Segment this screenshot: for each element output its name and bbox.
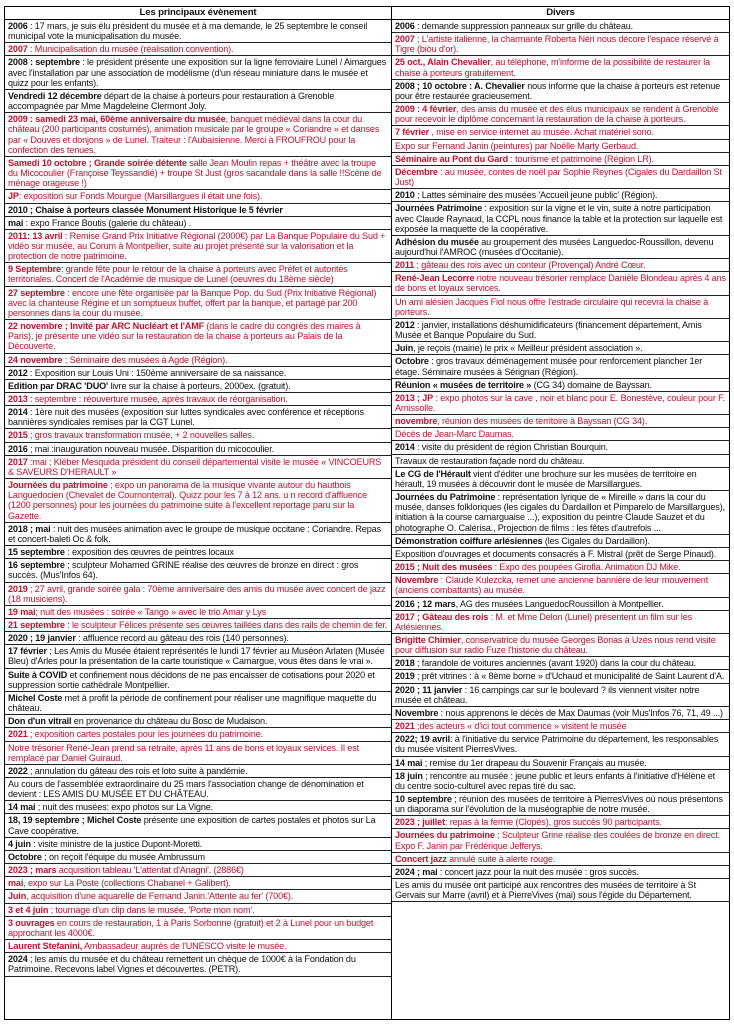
timeline-entry bbox=[5, 645, 391, 668]
timeline-entry bbox=[392, 236, 729, 259]
entry-text: : 16 campings car sur le boulevard ? ils viennent visiter notre musée et château. bbox=[395, 684, 700, 705]
timeline-entry bbox=[5, 838, 391, 851]
entry-text: : grande fête pour le retour de la chaise à porteurs avec Préfet et autorités territoriales. Concert de l'Académie de musique de Lunel (oeuvres du 18ème siècle) bbox=[8, 264, 348, 285]
timeline-entry bbox=[5, 559, 391, 582]
timeline-entry bbox=[392, 770, 729, 793]
entry-date: 14 mai bbox=[8, 802, 36, 813]
entry-date: Laurent Stefanini, bbox=[8, 941, 83, 952]
entry-date: 2020 ; 19 janvier bbox=[8, 633, 76, 644]
entry-text: : encore une fête organisée par la Banque Pop. du Sud (Prix Initiative Régional) avec la chanteuse Régine et un somptueux buffet, offert par la banque, et partagé par 200 personnes dans la cour du musée. bbox=[8, 287, 377, 318]
entry-date: 15 septembre bbox=[8, 547, 65, 558]
entry-text: ; Sculpteur Grine réalise des coulées de bronze en direct. Expo F. Janin par Frédérique Jefferys. bbox=[395, 830, 720, 851]
timeline-entry bbox=[392, 611, 729, 634]
entry-text: : 1ère nuit des musées (exposition sur luttes syndicales avec conférence et réceptions bannières syndicales remises par la CGT Lunel. bbox=[8, 407, 364, 428]
timeline-entry bbox=[392, 657, 729, 670]
document-page bbox=[4, 6, 730, 1020]
entry-text: ; L'artiste italienne, la charmante Roberta Néri nous décore l'espace réservé à Tigre (biòu d'or). bbox=[395, 34, 719, 55]
entry-date: 19 mai bbox=[8, 606, 36, 617]
entry-text: : Municipalisation du musée (réalisation convention). bbox=[27, 44, 234, 55]
entry-text: ; gâteau des rois avec un conteur (Provençal) André Cœur. bbox=[414, 260, 646, 271]
entry-date: 2006 bbox=[395, 21, 415, 31]
entry-text: ; tournage d'un clip dans le musée, 'Porte mon nom'. bbox=[48, 904, 255, 915]
entry-date: 2023 ; mars bbox=[8, 865, 57, 876]
timeline-entry bbox=[5, 692, 391, 715]
entry-text: : Expo des poupées Girofla. Animation DJ Mike. bbox=[492, 562, 681, 573]
timeline-entry bbox=[392, 259, 729, 272]
entry-date: Michel Coste bbox=[8, 692, 63, 703]
timeline-entry bbox=[5, 778, 391, 801]
timeline-entry bbox=[392, 342, 729, 355]
entry-date: 2015 ; Nuit des musées bbox=[395, 562, 493, 573]
timeline-entry bbox=[5, 393, 391, 406]
entry-text: : affluence record au gâteau des rois (140 personnes). bbox=[75, 633, 289, 644]
timeline-entry bbox=[392, 574, 729, 597]
timeline-entry bbox=[392, 816, 729, 829]
entry-date: 2012 bbox=[8, 367, 28, 378]
entry-text: : le sculpteur Félices présente ses œuvres taillées dans des rails de chemin de fer. bbox=[64, 619, 388, 630]
timeline-entry bbox=[5, 669, 391, 692]
timeline-entry bbox=[5, 728, 391, 741]
entry-date: 17 février bbox=[8, 646, 47, 657]
timeline-entry bbox=[392, 684, 729, 707]
timeline-entry bbox=[392, 379, 729, 392]
timeline-entry bbox=[392, 853, 729, 866]
entry-date: 2022; 19 avril bbox=[395, 734, 451, 745]
entry-date: Journées du patrimoine bbox=[395, 830, 495, 841]
timeline-entry bbox=[5, 380, 391, 393]
entry-text: , au téléphone, m'informe de la possibilité de restaurer la chaise à porteurs gratuitement. bbox=[395, 57, 710, 78]
entry-text: salle Jean Moulin repas + théâtre avec la troupe du Micocoulier (Françoise Teyssandié) + troupe St Just (gros sacandale dans la salle !!Scène de ménage orageuse !) bbox=[8, 157, 382, 189]
entry-date: Novembre bbox=[395, 707, 439, 718]
entry-date: Edition par DRAC 'DUO' bbox=[8, 380, 109, 391]
entry-date: 2010 ; Chaise à porteurs classée Monument Historique le 5 février bbox=[8, 204, 283, 215]
entry-text: : expo photos sur la cave , noir et blanc pour E. Bonestève, couleur pour F. Arnissolle. bbox=[395, 392, 725, 413]
entry-text: Expo sur Fernand Janin (peintures) par Noëlle Marty Gerbaud. bbox=[395, 140, 639, 151]
timeline-entry bbox=[5, 953, 391, 976]
timeline-entry bbox=[392, 296, 729, 319]
entry-text: présente une exposition de cartes postales et photos sur La Cave coopérative. bbox=[8, 815, 376, 836]
entry-date: 2007 bbox=[8, 44, 28, 55]
timeline-entry bbox=[5, 940, 391, 953]
entry-text: Exposition d'ouvrages et documents consacrés à F. Mistral (prêt de Serge Pinaud). bbox=[395, 548, 717, 559]
timeline-entry bbox=[5, 157, 391, 190]
timeline-entry bbox=[5, 190, 391, 203]
entry-text: ; mai :inauguration nouveau musée. Disparition du micocoulier. bbox=[27, 443, 274, 454]
entry-date: 2008 : septembre bbox=[8, 57, 80, 68]
timeline-entry bbox=[392, 634, 729, 657]
timeline-entry bbox=[392, 153, 729, 166]
entry-date: Journées du Patrimoine bbox=[395, 492, 496, 503]
entry-text: acquisition tableau 'L'attentat d'Anagni'. (2886€) bbox=[56, 865, 244, 876]
entry-text: ; nuit des musées : soirée « Tango » avec le trio Amar y Lys bbox=[35, 606, 267, 617]
entry-date: Juin bbox=[395, 343, 414, 354]
entry-text: : Remise Grand Prix Initiative Régional (2000€) par La Banque Populaire du Sud + vidéo sur musée, au Corum à Montpellier, suite au projet présenté sur la valorisation et la protection de notre patrimoine. bbox=[8, 230, 386, 262]
entry-text: : à l'initiative du service Patrimoine du département, les responsables du musée visitent PierresVives. bbox=[395, 734, 719, 755]
entry-text: : visite du président de région Christian Bourquin. bbox=[414, 442, 609, 453]
entry-date: 25 oct., Alain Chevalier bbox=[395, 57, 491, 68]
entry-date: Décembre bbox=[395, 166, 438, 177]
entry-text: : le président présente une exposition sur la ligne ferroviaire Lunel / Aimargues avec l'installation par une association de modélisme (d'un réseau miniature dans le musée et quizz pour les enfants). bbox=[8, 57, 387, 88]
entry-text: ; les amis du musée et du château remettent un chèque de 1000€ à la Fondation du Patrimoine. Recevons label Vignes et découvertes. (PETR). bbox=[8, 954, 356, 975]
timeline-entry bbox=[5, 406, 391, 429]
entry-date: Octobre bbox=[395, 356, 429, 367]
entry-date: 2017 ; Gâteau des rois bbox=[395, 611, 489, 622]
timeline-entry bbox=[392, 80, 729, 103]
timeline-entry bbox=[5, 113, 391, 157]
timeline-entry bbox=[392, 441, 729, 454]
timeline-entry bbox=[5, 742, 391, 765]
timeline-entry bbox=[392, 535, 729, 548]
entry-date: 2014 bbox=[8, 407, 28, 418]
timeline-entry bbox=[5, 877, 391, 890]
entry-date: Réunion « musées de territoire » bbox=[395, 379, 532, 390]
entry-date: Concert jazz bbox=[395, 853, 447, 864]
entry-date: 2020 ; 11 janvier bbox=[395, 684, 463, 695]
timeline-entry bbox=[392, 272, 729, 295]
entry-text: ; gros travaux transformation musée, + 2 nouvelles salles. bbox=[27, 430, 255, 441]
entry-text: ; remise du 1er drapeau du Souvenir Français au musée. bbox=[422, 757, 647, 768]
timeline-entry bbox=[5, 20, 391, 43]
timeline-entry bbox=[5, 263, 391, 286]
entry-text: départ de la chaise à porteurs pour restauration à Grenoble accompagnée par Mme Magdeleine Clermont Joly. bbox=[8, 90, 335, 112]
entry-text: : 17 mars, je suis élu président du musée et à ma demande, le 25 septembre le conseil municipal vote la municipalisation du musée. bbox=[8, 21, 368, 42]
timeline-entry bbox=[392, 468, 729, 491]
entry-text: et confinement nous décidons de ne pas encaisser de cotisations pour 2020 et suppression sortie cathédrale Montpellier. bbox=[8, 669, 375, 690]
entry-date: 27 septembre bbox=[8, 287, 65, 298]
entry-date: 2019 bbox=[8, 583, 28, 594]
entry-date: 2024 bbox=[8, 954, 28, 965]
entry-text: : septembre : réouverture musée, après travaux de réorganisation. bbox=[27, 394, 288, 404]
entry-date: Journées Patrimoine bbox=[395, 203, 483, 214]
timeline-entry bbox=[5, 890, 391, 903]
entry-text: (les Cigales du Dardaillon). bbox=[542, 535, 650, 546]
entry-date: 2012 bbox=[395, 319, 415, 330]
entry-text: , je reçois (mairie) le prix « Meilleur président association ». bbox=[413, 343, 643, 354]
entry-date: 2013 ; JP bbox=[395, 392, 434, 403]
entry-text: ; farandole de voitures anciennes (avant 1920) dans la cour du château. bbox=[414, 658, 697, 669]
entry-text: , AG des musées LanguedocRoussillon à Montpellier. bbox=[455, 598, 664, 609]
entry-text: :mai ; Kléber Mesquida président du conseil départemental visite le musée « VINCOEURS & SAVEURS D'HERAULT » bbox=[8, 456, 382, 477]
entry-date: mai bbox=[8, 217, 24, 228]
timeline-entry bbox=[392, 793, 729, 816]
entry-text: : visite ministre de la justice Dupont-Moretti. bbox=[30, 838, 203, 849]
entry-text: : demande suppression panneaux sur grille du château. bbox=[414, 21, 634, 31]
entry-date: 2016 bbox=[8, 443, 28, 454]
timeline-entry bbox=[392, 103, 729, 126]
entry-date: 9 Septembre bbox=[8, 264, 61, 275]
timeline-entry bbox=[392, 491, 729, 535]
timeline-entry bbox=[5, 606, 391, 619]
entry-text: ; nuit des musées: expo photos sur La Vigne. bbox=[35, 802, 214, 813]
timeline-entry bbox=[392, 415, 729, 428]
timeline-entry bbox=[392, 355, 729, 378]
timeline-entry bbox=[392, 202, 729, 235]
column-heading-main-events: Les principaux évènement bbox=[5, 7, 391, 20]
entry-text: ; réunion des musées de territoire à PierresVives où nous présentons un diaporama sur l'évolution de la muséographie de notre musée. bbox=[395, 794, 723, 815]
timeline-entry bbox=[392, 20, 729, 33]
entry-text: : au musée, contes de noël par Sophie Reynes (Cigales du Dardaillon St Just) bbox=[395, 166, 722, 188]
entry-date: 2008 ; 10 octobre : A. Chevalier bbox=[395, 80, 525, 91]
entry-date: Brigitte Chimier bbox=[395, 634, 461, 645]
entry-date: Le CG de l'Hérault bbox=[395, 468, 471, 479]
timeline-entry bbox=[5, 429, 391, 442]
entry-date: 4 juin bbox=[8, 838, 31, 849]
timeline-entry bbox=[5, 765, 391, 778]
entry-text: Au cours de l'assemblée extraordinaire du 25 mars l'association change de dénomination et devient : LES AMIS DU MUSÉE ET DU CHÂTEAU. bbox=[8, 779, 364, 800]
timeline-entry bbox=[392, 140, 729, 153]
entry-date: Don d'un vitrail bbox=[8, 716, 72, 727]
entry-text: , banquet médiéval dans la cour du château (200 participants costumés), animation musicale par le groupe « Coriandre » et danses par « Douves et donjons » de Lunel. Traiteur : l'Aubaisienne. Merci à FROUFROU pour la confection des tenues. bbox=[8, 114, 380, 155]
timeline-entry bbox=[5, 917, 391, 940]
timeline-entry bbox=[392, 733, 729, 756]
entry-date: 2010 bbox=[395, 190, 415, 201]
entry-text: ; prêt vitrines : à « 8ème borne » d'Uchaud et municipalité de Saint Laurent d'A. bbox=[414, 671, 725, 682]
timeline-entry bbox=[5, 801, 391, 814]
entry-text: annulé suite à alerte rouge. bbox=[446, 853, 556, 864]
timeline-entry bbox=[392, 548, 729, 561]
entry-date: 2019 bbox=[395, 671, 415, 682]
entry-date: 18, 19 septembre ; Michel Coste bbox=[8, 815, 142, 826]
entry-text: nous informe que la chaise à porteurs est retenue pour être restaurée gracieusement. bbox=[395, 80, 721, 101]
entry-text: ; rencontre au musée : jeune public et leurs enfants à l'initiative d'Hélène et du centre socio-culturel avec repas tiré du sac. bbox=[395, 770, 716, 791]
timeline-entry bbox=[392, 56, 729, 79]
timeline-entry bbox=[5, 523, 391, 546]
timeline-entry bbox=[5, 864, 391, 877]
entry-text: : nous apprenons le décès de Max Daumas (voir Mus'Infos 76, 71, 49 ...) bbox=[438, 707, 723, 718]
timeline-entry bbox=[5, 354, 391, 367]
entry-date: 2016 ; 12 mars bbox=[395, 598, 456, 609]
timeline-entry bbox=[392, 757, 729, 770]
timeline-entry bbox=[5, 583, 391, 606]
entry-date: Samedi 10 octobre ; Grande soirée détente bbox=[8, 157, 187, 168]
entry-text: (CG 34) domaine de Bayssan. bbox=[531, 379, 652, 390]
entry-text: ; Les Amis du Musée étaient représentés le lundi 17 février au Muséon Arlaten (Musée Bleu) d'Arles pour la présentation de la carte touristique « Camargue, vous êtes dans le vrai ». bbox=[8, 646, 385, 667]
entry-date: 2011 bbox=[395, 260, 415, 271]
timeline-entry bbox=[5, 230, 391, 263]
entry-text: ; exposition cartes postales pour les journées du patrimoine. bbox=[27, 729, 263, 740]
timeline-entry bbox=[392, 189, 729, 202]
timeline-entry bbox=[5, 320, 391, 353]
entry-text: Décès de Jean-Marc Daumas. bbox=[395, 429, 514, 440]
entry-text: livre sur la chaise à porteurs, 2000ex. (gratuit). bbox=[108, 380, 291, 391]
timeline-entry bbox=[392, 670, 729, 683]
column-miscellaneous bbox=[392, 6, 730, 1020]
entry-text: Notre trésorier René-Jean prend sa retraite, après 11 ans de bons et loyaux services. Il est remplacé par Daniel Guiraud. bbox=[8, 742, 359, 763]
entry-text: : expo France Boutis (galerie du château) . bbox=[23, 217, 192, 228]
entry-text: : représentation lyrique de « Mireille » dans la cour du musée, danses folkloriques (les cigales du Dardaillon et Pimparelo de Marsillargues), initiation à la course camarguaise ...), exposition du peintre Claude Sauzet et du photographe O. Calérisa., Projection de films : les fêtes d'autrefois ... bbox=[395, 492, 725, 533]
timeline-entry bbox=[5, 546, 391, 559]
entry-text: ; on reçoit l'équipe du musée Ambrussum bbox=[41, 851, 205, 862]
timeline-entry bbox=[392, 126, 729, 139]
entry-text: au groupement des musées Languedoc-Roussillon, devenu aujourd'hui l'AMROC (musées d'Occitanie). bbox=[395, 236, 714, 257]
entry-text: , conservatrice du musée Georges Borias à Uzès nous rend visite pour diffusion sur radio Fuze l'historie du château. bbox=[395, 634, 716, 656]
entry-date: Adhésion du musée bbox=[395, 236, 479, 247]
entry-date: 2009 : samedi 23 mai, 60ème anniversaire du musée bbox=[8, 114, 226, 125]
entry-text: en cours de restauration, 1 à Paris Sorbonne (gratuit) et 2 à Lunel pour un budget approchant les 4000€. bbox=[8, 917, 374, 938]
timeline-entry bbox=[392, 33, 729, 56]
timeline-entry bbox=[392, 455, 729, 468]
entry-text: Ambassadeur auprès de l'UNESCO visite le musée. bbox=[82, 941, 287, 952]
timeline-entry bbox=[5, 217, 391, 230]
entry-text: : exposition sur Fonds Mourgue (Marsillargues il était une fois). bbox=[18, 191, 263, 202]
entry-text: : janvier, installations déshumidificateurs (financement département, Amis Musée et Banque Populaire du Sud. bbox=[395, 319, 702, 341]
entry-text: : tourisme et patrimoine (Région LR). bbox=[507, 153, 654, 164]
timeline-entry bbox=[392, 720, 729, 733]
entry-date: 7 février bbox=[395, 127, 430, 138]
entry-date: René-Jean Lecorre bbox=[395, 273, 475, 284]
entry-date: 18 juin bbox=[395, 770, 423, 781]
timeline-entry bbox=[392, 428, 729, 441]
timeline-entry bbox=[392, 561, 729, 574]
entry-text: en provenance du château du Bosc de Mudaison. bbox=[71, 716, 268, 727]
entry-date: 2018 ; mai bbox=[8, 523, 51, 534]
entry-date: 10 septembre bbox=[395, 794, 452, 804]
entry-text: ; Séminaire des musées à Agde (Région). bbox=[62, 354, 228, 365]
entry-date: 2017 bbox=[8, 456, 28, 467]
timeline-entry bbox=[392, 598, 729, 611]
entry-text: , mise en service internet au musée. Achat matériel sono. bbox=[429, 127, 654, 138]
entry-date: 14 mai bbox=[395, 757, 423, 768]
entry-text: ; 27 avril, grande soirée gala : 70ème anniversaire des amis du musée avec concert de jazz (18 musiciens). bbox=[8, 583, 386, 604]
timeline-entry bbox=[5, 632, 391, 645]
entry-text: : nuit des musées animation avec le groupe de musique occitane : Coriandre. Repas et concert-baleti Oc & folk. bbox=[8, 523, 381, 544]
entry-text: , réunion des musées de territoire à Bayssan (CG 34). bbox=[437, 416, 648, 427]
entry-date: Novembre bbox=[395, 575, 439, 586]
entry-date: Démonstration coiffure arlésiennes bbox=[395, 535, 543, 546]
timeline-entry bbox=[392, 166, 729, 189]
entry-text: (dans le cadre du congrès des maires à Paris), je présente une vidéo sur la restauration de la chaise à porteurs au Palais de la Découverte. bbox=[8, 321, 361, 352]
timeline-entry bbox=[5, 90, 391, 113]
entry-date: Octobre bbox=[8, 851, 42, 862]
entry-date: Séminaire au Pont du Gard bbox=[395, 153, 508, 164]
timeline-entry bbox=[5, 904, 391, 917]
entry-date: Journées du patrimoine bbox=[8, 480, 108, 491]
entry-text: : exposition des œuvres de peintres locaux bbox=[64, 547, 234, 558]
entry-text: : Exposition sur Louis Uni : 150ème anniversaire de sa naissance. bbox=[27, 367, 287, 378]
timeline-entry bbox=[5, 204, 391, 217]
timeline-entry bbox=[5, 814, 391, 837]
entry-text: : concert jazz pour la nuit des musée : gros succès. bbox=[437, 866, 639, 877]
entry-date: Juin bbox=[8, 891, 27, 902]
entry-date: 24 novembre bbox=[8, 354, 63, 365]
entry-date: 16 septembre bbox=[8, 560, 65, 571]
entry-text: : exposition sur la vigne et le vin, suite à notre participation avec Claude Raynaud, la CCPL nous finance la table et la protection sur laquelle est exposée la maquette de la coopérative. bbox=[395, 203, 723, 234]
entry-date: 3 et 4 juin bbox=[8, 904, 49, 915]
entry-date: 21 septembre bbox=[8, 619, 65, 630]
entry-date: 2021 bbox=[8, 729, 28, 740]
timeline-entry bbox=[392, 707, 729, 720]
entry-text: : M. et Mme Delon (Lunel) présentent un film sur les Arlésiennes. bbox=[395, 611, 693, 632]
entry-date: mai bbox=[8, 878, 24, 889]
timeline-entry bbox=[5, 287, 391, 320]
timeline-entry bbox=[5, 56, 391, 89]
entry-text: : Claude Kulezcka, remet une ancienne bannière de leur mouvement (anciens combattants) au musée. bbox=[395, 575, 709, 596]
timeline-entry bbox=[392, 319, 729, 342]
entry-date: 2009 : 4 février bbox=[395, 104, 457, 115]
timeline-entry bbox=[5, 851, 391, 864]
timeline-entry bbox=[5, 43, 391, 56]
entry-date: 3 ouvrages bbox=[8, 917, 55, 928]
timeline-entry bbox=[5, 479, 391, 523]
timeline-entry bbox=[5, 715, 391, 728]
timeline-entry bbox=[392, 392, 729, 415]
entry-date: 2018 bbox=[395, 658, 415, 669]
timeline-entry bbox=[5, 367, 391, 380]
timeline-entry bbox=[5, 619, 391, 632]
entry-date: 2023 ; juillet bbox=[395, 817, 445, 828]
entry-text: Un ami alésien Jacques Fiol nous offre l'estrade circulaire qui recevra la chaise à porteurs. bbox=[395, 296, 709, 317]
entry-date: Vendredi 12 décembre bbox=[8, 90, 102, 101]
entry-date: 2024 ; mai bbox=[395, 866, 438, 877]
entry-date: 2021 bbox=[395, 721, 415, 732]
entry-text: Les amis du musée ont participé aux rencontres des musées de territoire à St Gervais sur Marre (avril) et à PierreVives (mai) sous l'égide du Département. bbox=[395, 880, 696, 901]
timeline-entry bbox=[392, 879, 729, 902]
entry-text: , expo sur La Poste (collections Chabanel + Galibert). bbox=[23, 878, 231, 889]
entry-text: , acquisition d'une aquarelle de Fernand Janin.'Attente au fer' (700€). bbox=[26, 891, 294, 902]
entry-text: notre nouveau trésorier remplace Danièle Blondeau après 4 ans de bons et loyaux services. bbox=[395, 273, 726, 294]
entry-date: 2022 bbox=[8, 765, 28, 776]
entry-date: 22 novembre ; Invité par ARC Nucléart et l'AMF bbox=[8, 321, 205, 332]
entry-date: 2007 bbox=[395, 34, 415, 45]
entry-text: : repas à la ferme (Clopés), gros succès 90 participants. bbox=[444, 817, 662, 828]
entry-text: , des amis du musée et des élus municipaux se rendent à Grenoble pour recevoir le diplôme concernant la restauration de la chaise à porteurs. bbox=[395, 104, 719, 125]
entry-text: met à profit la période de confinement pour réaliser une magnifique maquette du château. bbox=[8, 692, 377, 714]
entry-date: Suite à COVID bbox=[8, 669, 68, 680]
timeline-entry bbox=[392, 829, 729, 852]
entry-date: JP bbox=[8, 191, 19, 202]
timeline-entry bbox=[5, 456, 391, 479]
column-heading-miscellaneous: Divers bbox=[392, 7, 729, 20]
entry-date: 2014 bbox=[395, 442, 415, 453]
entry-text: ; sculpteur Mohamed GRINE réalise des œuvres de bronze en direct : gros succès. (Mus'Infos 64). bbox=[8, 560, 359, 581]
entry-date: novembre bbox=[395, 416, 438, 427]
entry-date: 2006 bbox=[8, 21, 28, 31]
entry-text: ; Lattes séminaire des musées 'Accueil jeune public' (Région). bbox=[414, 190, 658, 201]
entry-date: 2013 bbox=[8, 394, 28, 404]
entry-text: : gros travaux déménagement musée pour renforcement plancher 1er étage. Séminaire musées à Sérignan (Région). bbox=[395, 356, 703, 377]
entry-text: Travaux de restauration façade nord du château. bbox=[395, 455, 585, 466]
entry-date: 2011: 13 avril bbox=[8, 230, 63, 241]
entry-text: ; annulation du gâteau des rois et loto suite à pandémie. bbox=[27, 765, 248, 776]
entry-text: vient d'éditer une brochure sur les musées de territoire en hérault, 19 musées à découvrir dont le musée de Marsillargues. bbox=[395, 468, 697, 489]
timeline-entry bbox=[392, 866, 729, 879]
entry-text: ; expo un panorama de la musique vivante autour du hautbois Languedocien (Chevalet de Cournonterral). Quizz pour les 7 à 12 ans. u n record d'affluence (1200 personnes) pour les journées du patrimoine suite à l'excellent reportage paru sur la Gazette. bbox=[8, 480, 367, 521]
entry-text: ;des acteurs « d'ici tout commence » visitent le musée bbox=[414, 721, 627, 732]
entry-date: 2015 bbox=[8, 430, 28, 441]
column-main-events bbox=[4, 6, 392, 1020]
timeline-entry bbox=[5, 443, 391, 456]
